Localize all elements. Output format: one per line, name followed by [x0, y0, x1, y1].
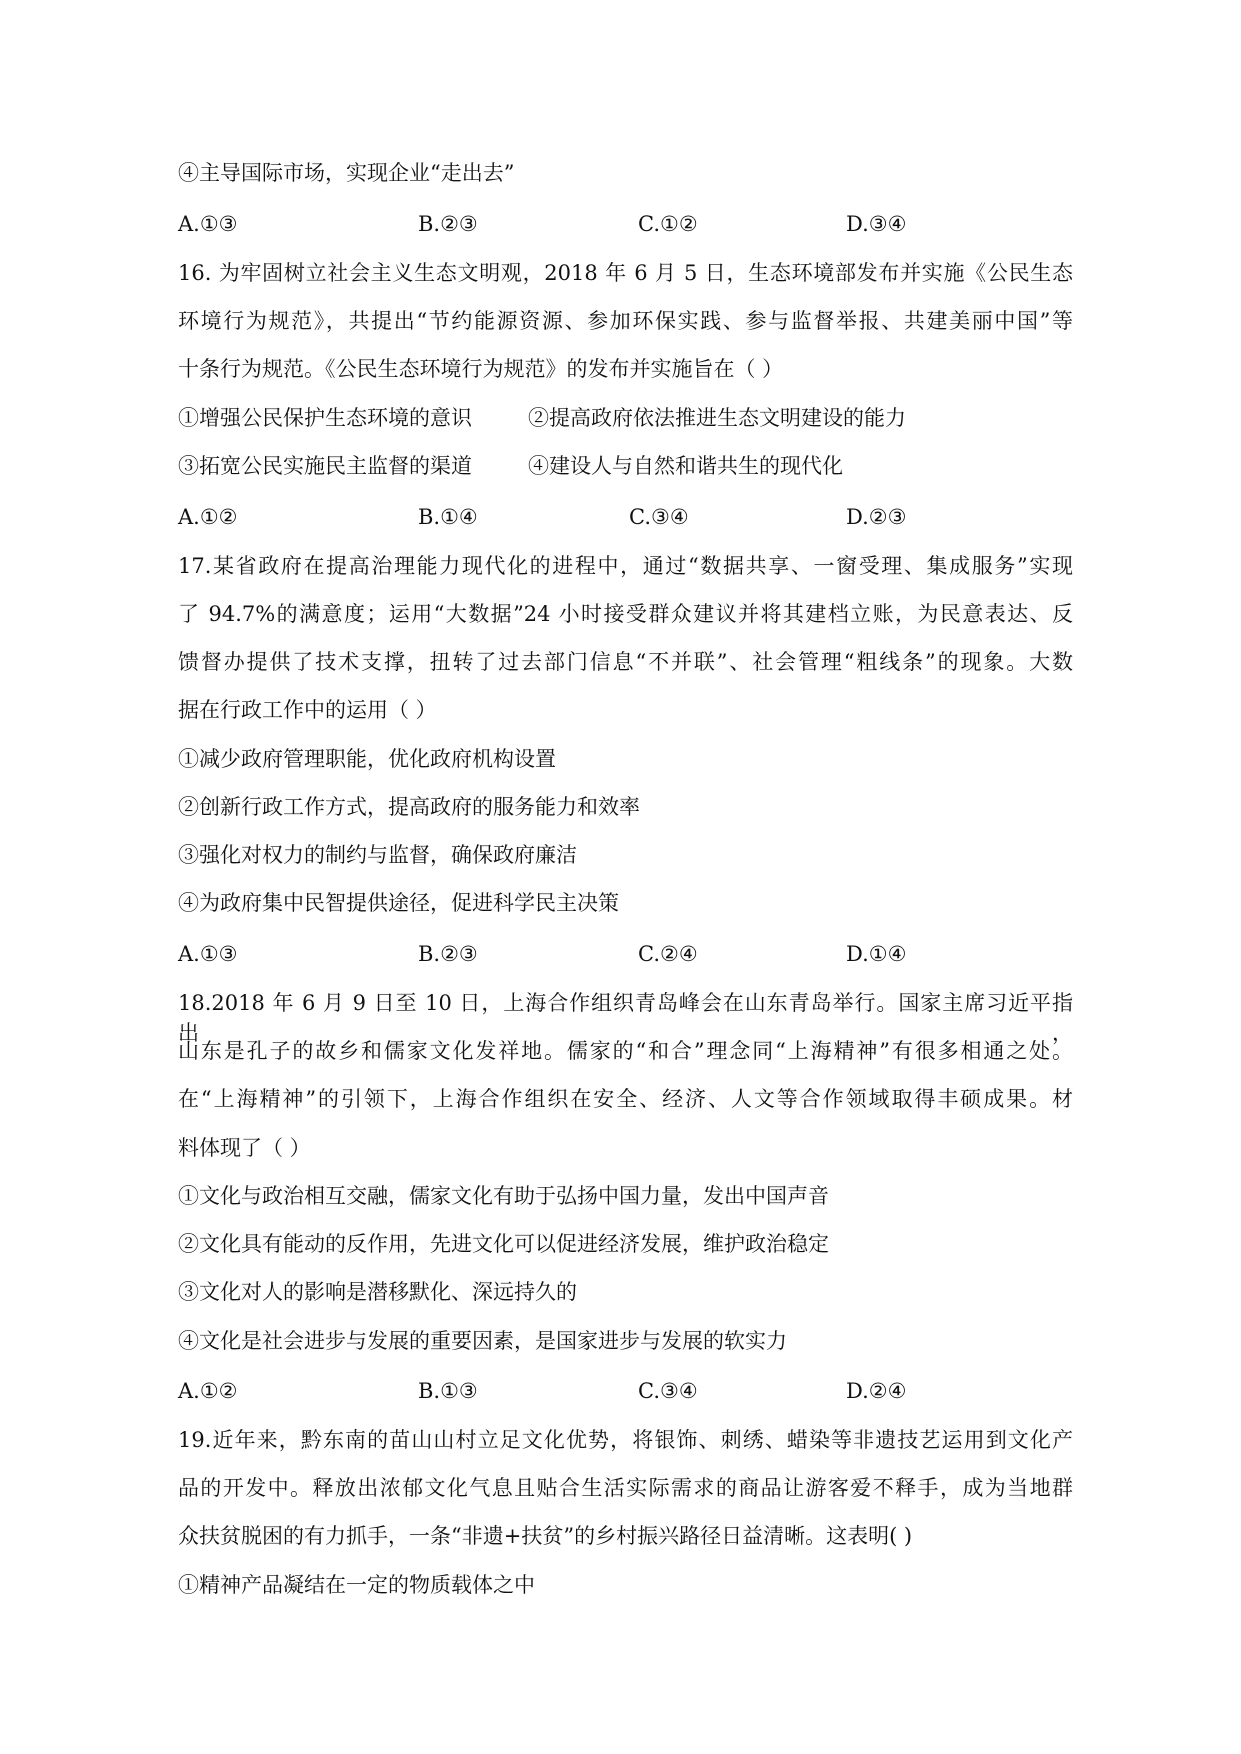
- option-a: A.①③: [178, 942, 238, 966]
- option-a: A.①③: [178, 212, 238, 236]
- q16-item-4: ④建设人与自然和谐共生的现代化: [528, 454, 843, 478]
- q16-item-3: ③拓宽公民实施民主监督的渠道: [178, 454, 472, 478]
- option-c: C.③④: [638, 1379, 698, 1403]
- q17-item-1: ①减少政府管理职能，优化政府机构设置: [178, 747, 556, 771]
- q18-stem-line-2: 山东是孔子的故乡和儒家文化发祥地。儒家的“和合”理念同“上海精神”有很多相通之处。: [178, 1039, 1073, 1063]
- q19-stem-line-2: 品的开发中。释放出浓郁文化气息且贴合生活实际需求的商品让游客爱不释手，成为当地群: [178, 1476, 1073, 1500]
- option-b: B.①④: [418, 505, 478, 529]
- q18-stem-line-1: 18.2018 年 6 月 9 日至 10 日，上海合作组织青岛峰会在山东青岛举行。国家主席习近平指出，: [178, 991, 1073, 1045]
- option-c: C.③④: [629, 505, 689, 529]
- option-d: D.②③: [846, 505, 907, 529]
- q17-stem-line-2: 了 94.7%的满意度；运用“大数据”24 小时接受群众建议并将其建档立账，为民意表达、反: [178, 602, 1073, 626]
- q16-items-row-1: [178, 403, 1073, 433]
- q17-item-4: ④为政府集中民智提供途径，促进科学民主决策: [178, 891, 619, 915]
- q18-item-3: ③文化对人的影响是潜移默化、深远持久的: [178, 1280, 577, 1304]
- q15-item-4: ④主导国际市场，实现企业“走出去”: [178, 161, 515, 185]
- option-b: B.②③: [418, 212, 478, 236]
- q16-item-1: ①增强公民保护生态环境的意识: [178, 406, 472, 430]
- q18-item-2: ②文化具有能动的反作用，先进文化可以促进经济发展，维护政治稳定: [178, 1232, 829, 1256]
- q19-item-1: ①精神产品凝结在一定的物质载体之中: [178, 1573, 535, 1597]
- q19-stem-line-1: 19.近年来，黔东南的苗山山村立足文化优势，将银饰、刺绣、蜡染等非遗技艺运用到文化产: [178, 1428, 1073, 1452]
- option-b: B.②③: [418, 942, 478, 966]
- option-c: C.①②: [638, 212, 698, 236]
- q17-options: [178, 939, 1073, 969]
- q16-item-2: ②提高政府依法推进生态文明建设的能力: [528, 406, 906, 430]
- option-b: B.①③: [418, 1379, 478, 1403]
- option-a: A.①②: [178, 505, 238, 529]
- q16-items-row-2: [178, 451, 1073, 481]
- q18-stem-line-4: 料体现了（ ）: [178, 1136, 311, 1160]
- q18-options: [178, 1376, 1073, 1406]
- q17-stem-line-4: 据在行政工作中的运用（ ）: [178, 698, 437, 722]
- q18-stem-line-3: 在“上海精神”的引领下，上海合作组织在安全、经济、人文等合作领域取得丰硕成果。材: [178, 1087, 1073, 1111]
- q19-stem-line-3: 众扶贫脱困的有力抓手，一条“非遗+扶贫”的乡村振兴路径日益清晰。这表明( ): [178, 1524, 913, 1548]
- option-d: D.③④: [846, 212, 907, 236]
- q17-stem-line-1: 17.某省政府在提高治理能力现代化的进程中，通过“数据共享、一窗受理、集成服务”实现: [178, 554, 1073, 578]
- q16-options: [178, 502, 1073, 532]
- q16-stem-line-2: 环境行为规范》，共提出“节约能源资源、参加环保实践、参与监督举报、共建美丽中国”等: [178, 309, 1073, 333]
- q16-stem-line-3: 十条行为规范。《公民生态环境行为规范》的发布并实施旨在（ ）: [178, 357, 784, 381]
- q18-item-4: ④文化是社会进步与发展的重要因素，是国家进步与发展的软实力: [178, 1329, 787, 1353]
- q17-item-2: ②创新行政工作方式，提高政府的服务能力和效率: [178, 795, 640, 819]
- option-d: D.①④: [846, 942, 907, 966]
- q18-item-1: ①文化与政治相互交融，儒家文化有助于弘扬中国力量，发出中国声音: [178, 1184, 829, 1208]
- q17-item-3: ③强化对权力的制约与监督，确保政府廉洁: [178, 843, 577, 867]
- option-a: A.①②: [178, 1379, 238, 1403]
- option-d: D.②④: [846, 1379, 907, 1403]
- option-c: C.②④: [638, 942, 698, 966]
- q17-stem-line-3: 馈督办提供了技术支撑，扭转了过去部门信息“不并联”、社会管理“粗线条”的现象。大数: [178, 650, 1073, 674]
- q16-stem-line-1: 16. 为牢固树立社会主义生态文明观，2018 年 6 月 5 日，生态环境部发布并实施《公民生态: [178, 261, 1073, 285]
- q15-options: [178, 209, 1073, 239]
